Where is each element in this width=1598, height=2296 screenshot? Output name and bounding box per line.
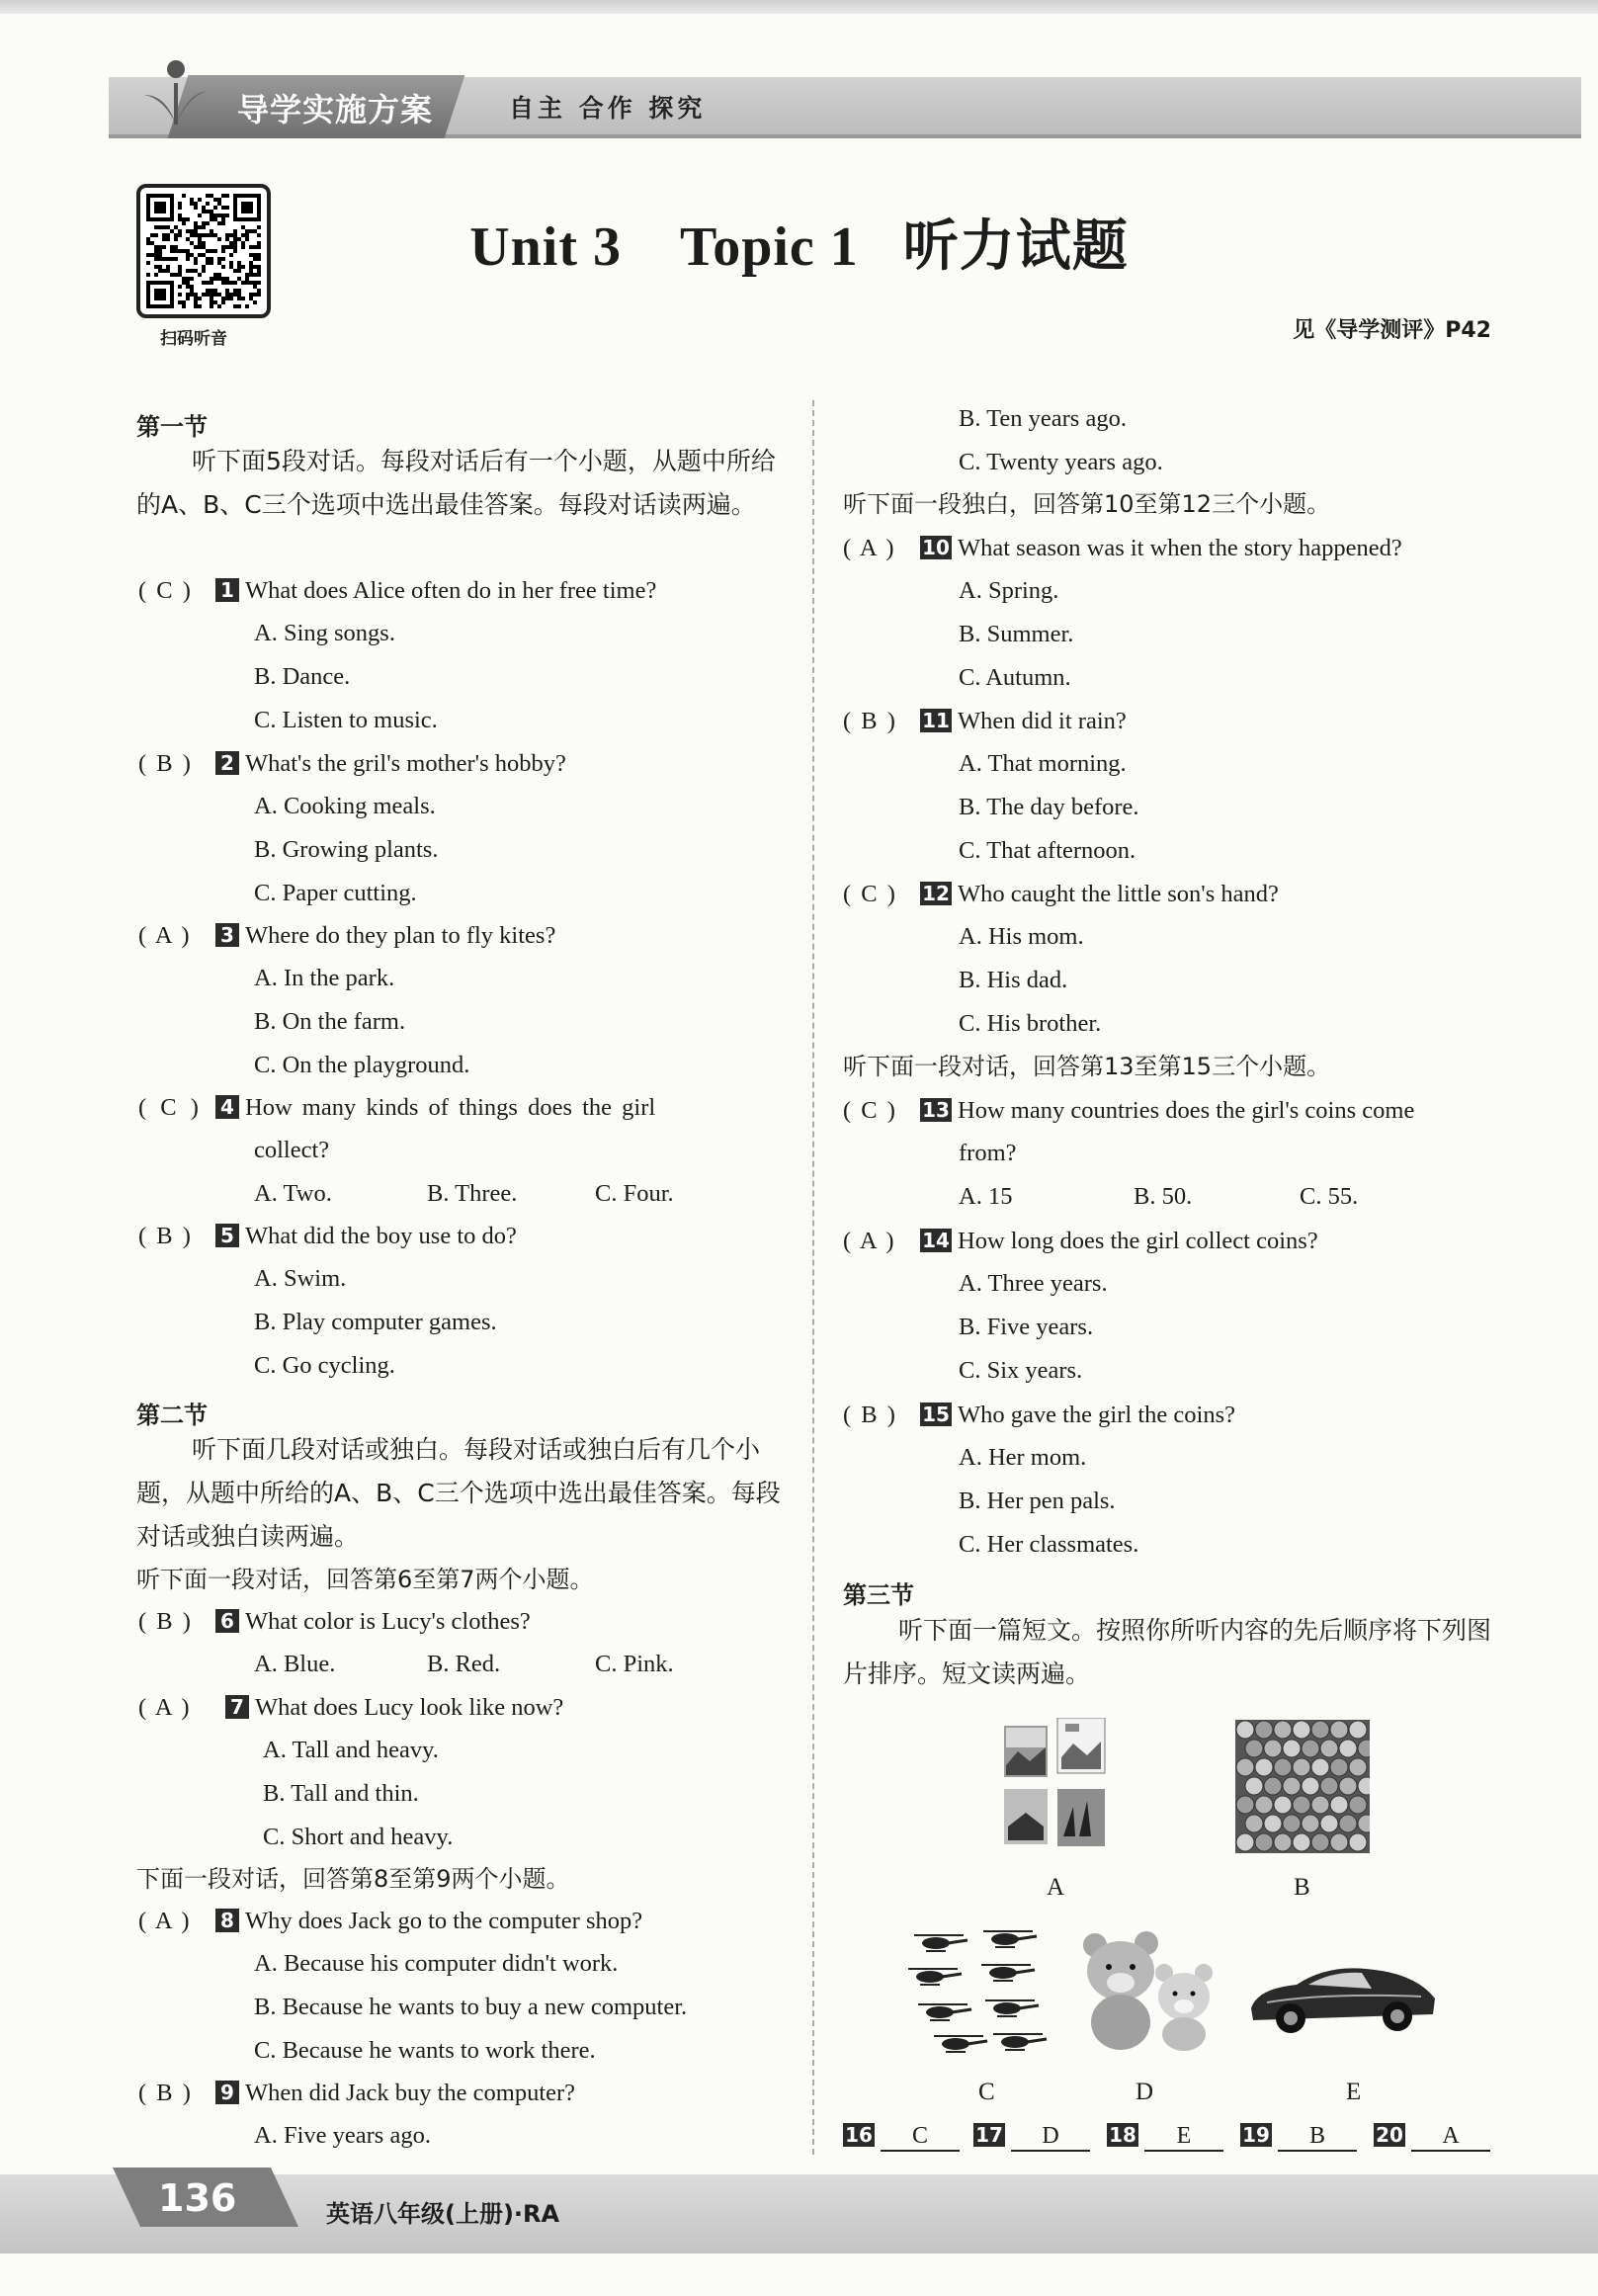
option-6a: A. Blue. — [254, 1651, 336, 1677]
question-2 — [138, 751, 566, 777]
question-number-13: 13 — [920, 1098, 952, 1122]
question-1 — [138, 578, 656, 604]
question-number-15: 15 — [920, 1403, 952, 1426]
option-9b: B. Ten years ago. — [959, 405, 1127, 432]
section1-instructions: 听下面5段对话。每段对话后有一个小题，从题中所给的A、B、C三个选项中选出最佳答案。每段对话读两遍。 — [136, 447, 776, 519]
teddy-bears-icon — [1077, 1927, 1223, 2052]
coins-icon — [1235, 1720, 1370, 1853]
answer-8: ( A ) — [138, 1908, 192, 1934]
option-13c: C. 55. — [1300, 1183, 1359, 1210]
option-2c: C. Paper cutting. — [254, 880, 417, 906]
question-13 — [843, 1098, 1414, 1124]
option-4a: A. Two. — [254, 1180, 332, 1207]
question-number-3: 3 — [215, 923, 239, 947]
option-2b: B. Growing plants. — [254, 836, 439, 863]
option-4b: B. Three. — [427, 1180, 518, 1207]
option-7c: C. Short and heavy. — [263, 1824, 454, 1850]
option-7b: B. Tall and thin. — [263, 1780, 419, 1807]
question-number-10: 10 — [920, 536, 952, 559]
answer-14: ( A ) — [843, 1228, 896, 1254]
option-10c: C. Autumn. — [959, 664, 1071, 691]
question-text-2: What's the gril's mother's hobby? — [245, 750, 566, 777]
option-1c: C. Listen to music. — [254, 707, 438, 733]
question-number-11: 11 — [920, 709, 952, 732]
answer-3: ( A ) — [138, 922, 192, 949]
answer-5: ( B ) — [138, 1223, 193, 1249]
section2-intro-8-9: 下面一段对话，回答第8至第9两个小题。 — [136, 1865, 570, 1893]
question-12 — [843, 882, 1279, 907]
question-text-8: Why does Jack go to the computer shop? — [245, 1908, 643, 1934]
answer-13: ( C ) — [843, 1097, 897, 1124]
option-4c: C. Four. — [595, 1180, 674, 1207]
qr-label: 扫码听音 — [160, 329, 227, 349]
question-number-5: 5 — [215, 1224, 239, 1247]
book-title: 英语八年级(上册)·RA — [326, 2200, 560, 2228]
question-text-14: How long does the girl collect coins? — [958, 1228, 1318, 1254]
answer-16: 16 C — [843, 2123, 960, 2152]
answer-6: ( B ) — [138, 1608, 193, 1635]
picture-b — [1235, 1720, 1370, 1853]
option-15b: B. Her pen pals. — [959, 1488, 1116, 1514]
column-divider — [812, 400, 814, 2155]
question-number-6: 6 — [215, 1609, 239, 1633]
book-logo-icon — [136, 55, 215, 134]
option-11a: A. That morning. — [959, 750, 1127, 777]
question-text-7: What does Lucy look like now? — [255, 1694, 564, 1721]
option-7a: A. Tall and heavy. — [263, 1737, 439, 1763]
answer-1: ( C ) — [138, 577, 193, 604]
option-13b: B. 50. — [1134, 1183, 1193, 1210]
header-tags: 自主 合作 探究 — [509, 94, 707, 123]
answer-18: 18 E — [1107, 2123, 1223, 2152]
section2-instructions: 听下面几段对话或独白。每段对话或独白后有几个小题，从题中所给的A、B、C三个选项中选出最佳答案。每段对话或独白读两遍。 — [136, 1435, 781, 1551]
option-9a: A. Five years ago. — [254, 2122, 431, 2149]
caption-c: C — [978, 2079, 995, 2105]
page-title: Unit 3 Topic 1 听力试题 — [469, 216, 1129, 278]
option-1b: B. Dance. — [254, 663, 351, 690]
question-number-4: 4 — [215, 1095, 239, 1119]
question-text-10: What season was it when the story happened? — [958, 535, 1402, 561]
option-14a: A. Three years. — [959, 1270, 1108, 1297]
question-3 — [138, 923, 555, 949]
caption-a: A — [1047, 1874, 1065, 1901]
option-14c: C. Six years. — [959, 1357, 1083, 1384]
option-14b: B. Five years. — [959, 1314, 1094, 1340]
picture-a — [1004, 1718, 1107, 1848]
answer-blank-18: E — [1144, 2123, 1223, 2152]
option-8c: C. Because he wants to work there. — [254, 2037, 596, 2064]
answer-blank-17: D — [1011, 2123, 1090, 2152]
section3-instructions: 听下面一篇短文。按照你所听内容的先后顺序将下列图片排序。短文读两遍。 — [843, 1616, 1492, 1688]
question-9 — [138, 2081, 575, 2106]
option-6b: B. Red. — [427, 1651, 501, 1677]
question-number-12: 12 — [920, 882, 952, 905]
caption-b: B — [1294, 1874, 1310, 1901]
option-5a: A. Swim. — [254, 1265, 347, 1292]
answer-12: ( C ) — [843, 881, 897, 907]
option-15c: C. Her classmates. — [959, 1531, 1139, 1558]
landscape-photos-icon — [1004, 1718, 1107, 1848]
option-13a: A. 15 — [959, 1183, 1013, 1210]
section2-intro-10-12: 听下面一段独白，回答第10至第12三个小题。 — [843, 490, 1331, 518]
answer-11: ( B ) — [843, 708, 897, 734]
option-8b: B. Because he wants to buy a new computer. — [254, 1994, 688, 2020]
section2-heading: 第二节 — [136, 1402, 208, 1429]
picture-d — [1077, 1927, 1223, 2052]
caption-d: D — [1135, 2079, 1154, 2105]
question-number-1: 1 — [215, 578, 239, 602]
answer-19: 19 B — [1240, 2123, 1357, 2152]
option-3a: A. In the park. — [254, 965, 395, 991]
option-10b: B. Summer. — [959, 621, 1074, 647]
question-5 — [138, 1224, 517, 1249]
option-11b: B. The day before. — [959, 794, 1139, 820]
option-3c: C. On the playground. — [254, 1052, 470, 1078]
answer-blank-19: B — [1278, 2123, 1357, 2152]
toy-car-icon — [1247, 1959, 1439, 2036]
option-12c: C. His brother. — [959, 1010, 1102, 1037]
question-text-9: When did Jack buy the computer? — [245, 2080, 576, 2106]
option-5b: B. Play computer games. — [254, 1309, 497, 1335]
page-number: 136 — [158, 2176, 237, 2220]
option-2a: A. Cooking meals. — [254, 793, 436, 819]
answer-4: ( C ) — [138, 1094, 201, 1121]
question-4 — [138, 1095, 655, 1121]
option-10a: A. Spring. — [959, 577, 1059, 604]
option-11c: C. That afternoon. — [959, 837, 1136, 864]
question-text-13: How many countries does the girl's coins come — [958, 1097, 1415, 1124]
question-text-11: When did it rain? — [958, 708, 1127, 734]
question-text-15: Who gave the girl the coins? — [958, 1402, 1235, 1428]
answer-15: ( B ) — [843, 1402, 897, 1428]
option-9c: C. Twenty years ago. — [959, 449, 1163, 475]
question-text-1: What does Alice often do in her free time? — [245, 577, 657, 604]
reference-note: 见《导学测评》P42 — [1293, 318, 1491, 343]
answer-2: ( B ) — [138, 750, 193, 777]
answer-blank-20: A — [1411, 2123, 1490, 2152]
option-5c: C. Go cycling. — [254, 1352, 395, 1379]
question-7 — [138, 1695, 563, 1721]
question-13-cont: from? — [959, 1140, 1017, 1166]
option-12b: B. His dad. — [959, 967, 1068, 993]
answer-7: ( A ) — [138, 1694, 192, 1721]
question-6 — [138, 1609, 531, 1635]
question-text-3: Where do they plan to fly kites? — [245, 922, 556, 949]
section2-intro-13-15: 听下面一段对话，回答第13至第15三个小题。 — [843, 1053, 1331, 1080]
section2-intro-6-7: 听下面一段对话，回答第6至第7两个小题。 — [136, 1566, 594, 1593]
option-3b: B. On the farm. — [254, 1008, 406, 1035]
section1-heading: 第一节 — [136, 413, 208, 441]
question-number-8: 8 — [215, 1909, 239, 1932]
header-title: 导学实施方案 — [237, 91, 434, 128]
option-15a: A. Her mom. — [959, 1444, 1087, 1471]
answer-blank-16: C — [881, 2123, 960, 2152]
question-10 — [843, 536, 1402, 561]
question-number-2: 2 — [215, 751, 239, 775]
question-11 — [843, 709, 1127, 734]
section3-heading: 第三节 — [843, 1581, 914, 1609]
question-text-4: How many kinds of things does the girl — [245, 1094, 656, 1121]
question-text-5: What did the boy use to do? — [245, 1223, 517, 1249]
question-8 — [138, 1909, 642, 1934]
answer-20: 20 A — [1374, 2123, 1490, 2152]
question-text-6: What color is Lucy's clothes? — [245, 1608, 531, 1635]
question-4-cont: collect? — [254, 1137, 330, 1163]
helicopters-icon — [904, 1923, 1049, 2062]
picture-c — [904, 1923, 1049, 2062]
answer-17: 17 D — [973, 2123, 1090, 2152]
question-number-9: 9 — [215, 2081, 239, 2104]
question-15 — [843, 1403, 1235, 1428]
question-14 — [843, 1229, 1318, 1254]
option-1a: A. Sing songs. — [254, 620, 395, 646]
question-text-12: Who caught the little son's hand? — [958, 881, 1279, 907]
answer-9: ( B ) — [138, 2080, 193, 2106]
caption-e: E — [1346, 2079, 1362, 2105]
answer-10: ( A ) — [843, 535, 896, 561]
option-8a: A. Because his computer didn't work. — [254, 1950, 619, 1977]
question-number-14: 14 — [920, 1229, 952, 1252]
top-edge — [0, 0, 1598, 14]
question-number-7: 7 — [225, 1695, 249, 1719]
option-12a: A. His mom. — [959, 923, 1084, 950]
option-6c: C. Pink. — [595, 1651, 674, 1677]
picture-e — [1247, 1959, 1439, 2036]
